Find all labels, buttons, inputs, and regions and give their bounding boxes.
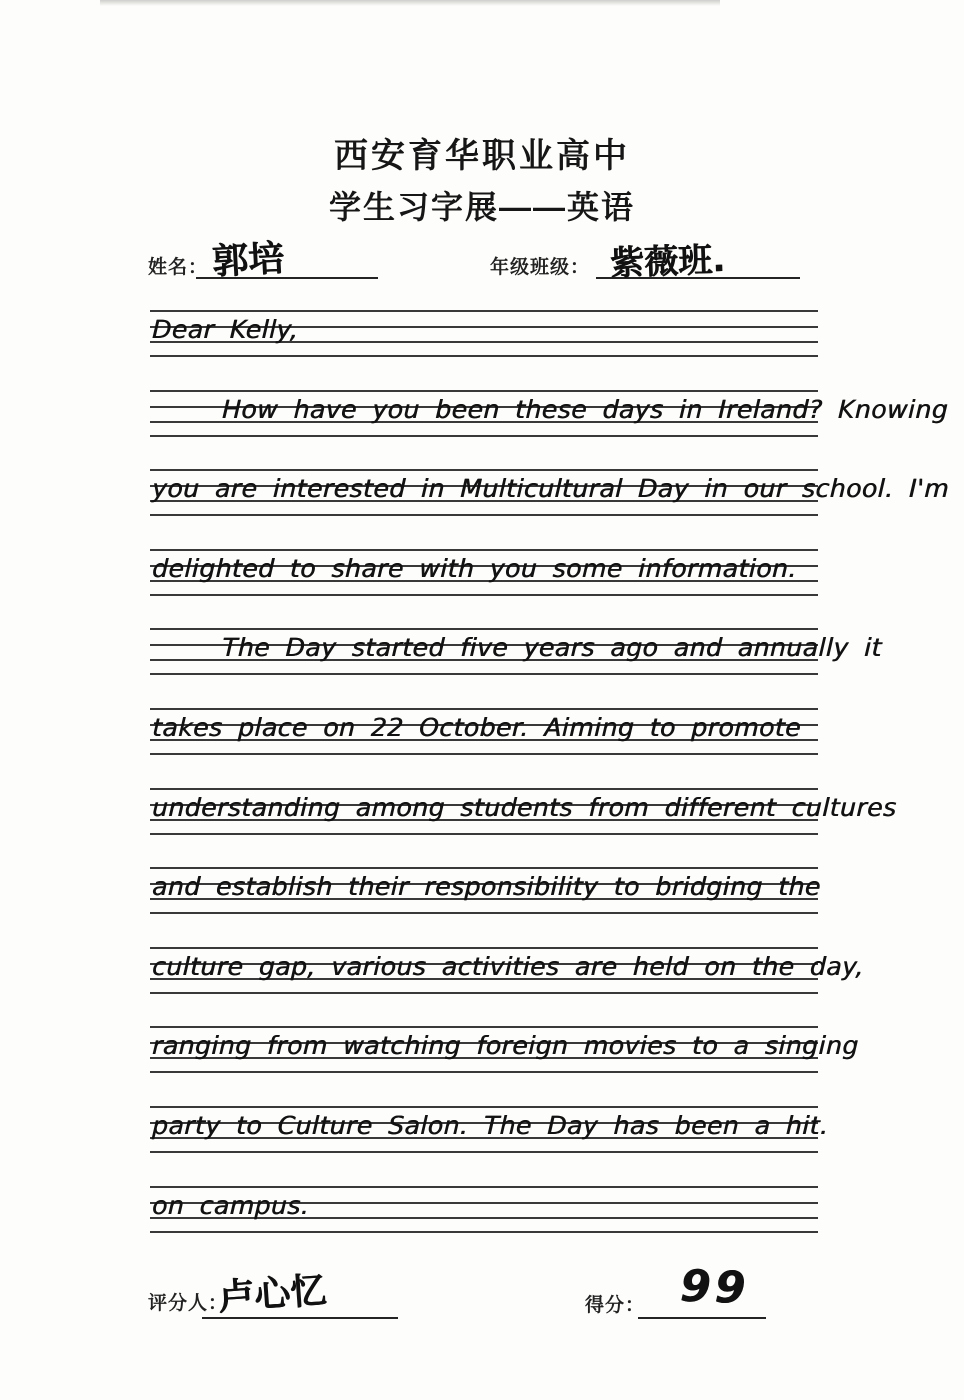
handwritten-line: delighted to share with you some information. (151, 554, 798, 583)
ruled-line (150, 1151, 818, 1153)
ruled-line (150, 390, 818, 392)
ruled-line (150, 310, 818, 312)
ruled-line (150, 435, 818, 437)
ruled-line (150, 549, 818, 551)
handwritten-line: Dear Kelly, (151, 315, 299, 344)
writing-area (150, 310, 950, 1245)
score-blank-line (638, 1317, 766, 1319)
handwritten-line: How have you been these days in Ireland? Knowing (221, 395, 949, 424)
writing-line-group (150, 947, 865, 994)
page-subtitle: 学生习字展——英语 (328, 189, 635, 225)
ruled-line (150, 912, 818, 914)
writing-line-group (150, 867, 822, 914)
ruled-line (150, 992, 818, 994)
ruled-line (150, 788, 818, 790)
ruled-line (150, 753, 818, 755)
ruled-line (150, 1186, 818, 1188)
writing-line-group (150, 1026, 860, 1073)
grader-label: 评分人： (148, 1293, 229, 1314)
handwritten-line: takes place on 22 October. Aiming to promote (151, 713, 802, 742)
handwritten-line: and establish their responsibility to bridging the (151, 872, 822, 901)
handwritten-line: party to Culture Salon. The Day has been a hit. (151, 1111, 829, 1140)
class-handwritten-value: 紫薇班. (609, 240, 726, 284)
writing-line-group (150, 310, 818, 357)
ruled-line (150, 947, 818, 949)
writing-line-group (150, 549, 818, 596)
ruled-line (150, 1231, 818, 1233)
handwritten-line: culture gap, various activities are held on the day, (151, 952, 865, 981)
ruled-line (150, 628, 818, 630)
writing-line-group (150, 1106, 829, 1153)
ruled-line (150, 1106, 818, 1108)
grader-signature: 卢心忆 (216, 1270, 328, 1319)
score-label: 得分： (585, 1295, 646, 1316)
ruled-line (150, 1026, 818, 1028)
class-label: 年级班级： (490, 257, 591, 278)
ruled-line (150, 708, 818, 710)
ruled-line (150, 1071, 818, 1073)
ruled-line (150, 469, 818, 471)
writing-line-group (150, 1186, 818, 1233)
ruled-line (150, 355, 818, 357)
ruled-line (150, 594, 818, 596)
ruled-line (150, 514, 818, 516)
writing-line-group (150, 469, 950, 516)
handwritten-line: on campus. (151, 1191, 310, 1220)
page-title: 西安育华职业高中 (334, 137, 630, 175)
score-handwritten-value: 99 (679, 1260, 751, 1315)
handwritten-line: you are interested in Multicultural Day in our school. I'm (151, 474, 950, 503)
name-handwritten-value: 郭培 (211, 238, 286, 283)
writing-line-group (150, 390, 949, 437)
ruled-line (150, 833, 818, 835)
handwritten-line: ranging from watching foreign movies to a singing (151, 1031, 860, 1060)
writing-line-group (150, 708, 818, 755)
handwritten-line: The Day started five years ago and annually it (221, 633, 883, 662)
name-label: 姓名： (148, 257, 209, 278)
writing-line-group (150, 788, 897, 835)
handwritten-line: understanding among students from different cultures (151, 793, 897, 822)
ruled-line (150, 673, 818, 675)
writing-line-group (150, 628, 883, 675)
ruled-line (150, 867, 818, 869)
